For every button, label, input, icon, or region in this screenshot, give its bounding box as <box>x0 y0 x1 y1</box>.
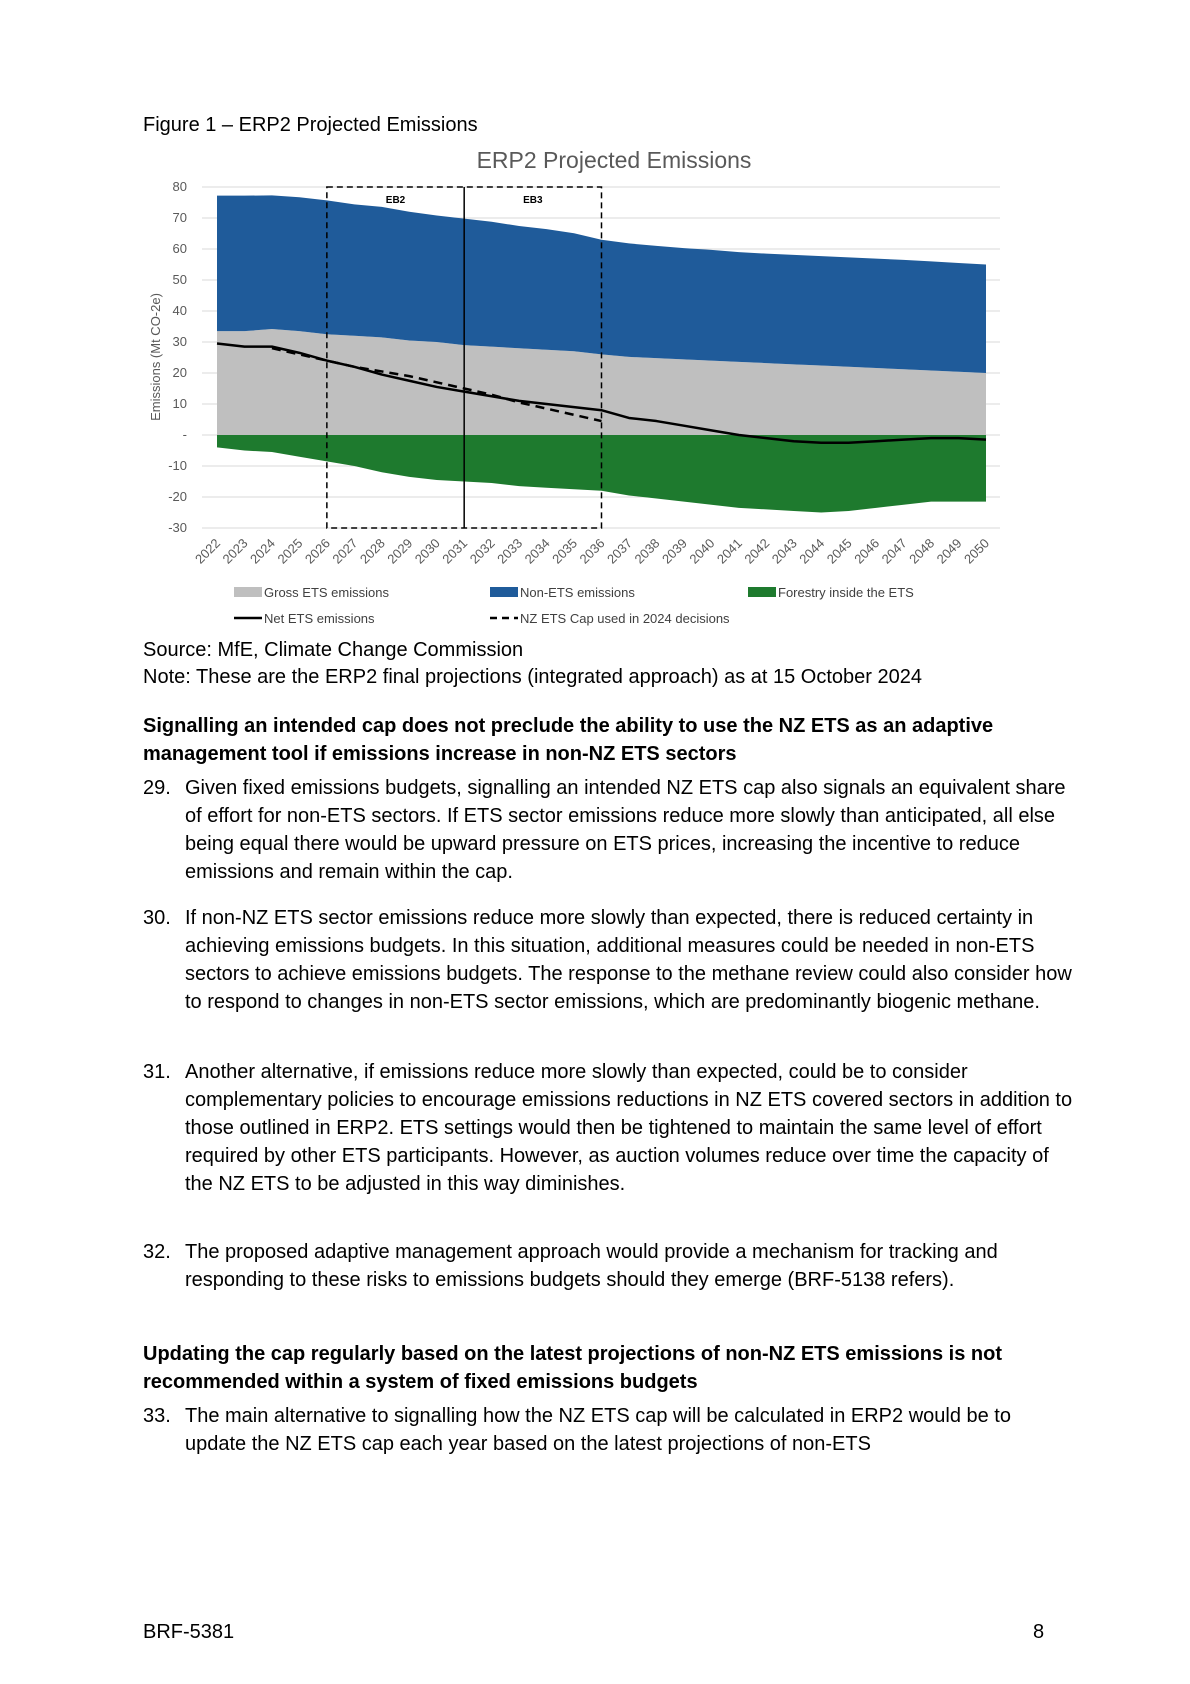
x-tick-label: 2032 <box>466 535 498 567</box>
note-line: Note: These are the ERP2 final projections (integrated approach) as at 15 October 2024 <box>143 666 922 688</box>
legend-label: Forestry inside the ETS <box>778 585 914 600</box>
source-line: Source: MfE, Climate Change Commission <box>143 639 524 661</box>
x-tick-label: 2050 <box>961 535 993 567</box>
x-tick-label: 2046 <box>851 535 883 567</box>
y-tick-label: 60 <box>172 241 187 256</box>
x-tick-label: 2039 <box>658 535 691 567</box>
x-tick-label: 2024 <box>246 535 279 567</box>
x-tick-label: 2028 <box>356 535 388 567</box>
paragraph-text: Given fixed emissions budgets, signalling an intended NZ ETS cap also signals an equivalent share of effort for non-ETS sectors. If ETS sector emissions reduce more slowly than anticipated, all else being equal there would be upward pressure on ETS prices, increasing the incentive to reduce emissions and remain within the cap. <box>185 777 1066 883</box>
paragraph-number: 32. <box>143 1241 171 1263</box>
legend-swatch <box>748 587 776 597</box>
footer-doc-id: BRF-5381 <box>143 1621 235 1643</box>
y-tick-label: 70 <box>172 210 187 225</box>
footer-page-number: 8 <box>1033 1621 1045 1643</box>
y-tick-label: 10 <box>172 396 187 411</box>
paragraph-29 <box>143 774 1073 886</box>
x-tick-label: 2045 <box>823 535 855 567</box>
x-tick-label: 2034 <box>521 535 553 567</box>
x-tick-label: 2044 <box>796 535 828 567</box>
x-tick-label: 2031 <box>439 535 471 567</box>
y-axis-label: Emissions (Mt CO-2e) <box>148 293 163 421</box>
emissions-chart <box>148 147 1090 690</box>
section-heading-1: Signalling an intended cap does not preclude the ability to use the NZ ETS as an adaptive management tool if emissions increase in non-NZ ETS sectors <box>143 715 994 765</box>
legend-swatch <box>490 587 518 597</box>
paragraph-text: Another alternative, if emissions reduce more slowly than expected, could be to consider complementary policies to encourage emissions reductions in NZ ETS covered sectors in addition to those outlined in ERP2. ETS settings would then be tightened to maintain the same level of effort required by other ETS participants. However, as auction volumes reduce over time the capacity of the NZ ETS to be adjusted in this way diminishes. <box>185 1061 1073 1195</box>
x-tick-label: 2035 <box>549 535 581 567</box>
chart-title: ERP2 Projected Emissions <box>476 147 752 173</box>
figure-caption: Figure 1 – ERP2 Projected Emissions <box>143 114 478 136</box>
legend-swatch <box>234 587 262 597</box>
y-tick-label: 50 <box>172 272 187 287</box>
legend-label: NZ ETS Cap used in 2024 decisions <box>520 611 730 626</box>
legend-label: Gross ETS emissions <box>264 585 389 600</box>
x-tick-label: 2036 <box>576 535 608 567</box>
x-tick-label: 2033 <box>494 535 526 567</box>
paragraph-text: The proposed adaptive management approach would provide a mechanism for tracking and responding to these risks to emissions budgets should they emerge (BRF-5138 refers). <box>185 1241 998 1291</box>
x-tick-label: 2025 <box>274 535 306 567</box>
y-tick-label: -30 <box>168 520 187 535</box>
y-tick-label: 40 <box>172 303 187 318</box>
x-tick-label: 2022 <box>192 535 224 567</box>
paragraph-32 <box>143 1238 1073 1294</box>
eb2-label: EB2 <box>385 195 406 206</box>
x-tick-label: 2029 <box>384 535 416 567</box>
x-tick-label: 2038 <box>631 535 663 567</box>
x-tick-label: 2048 <box>906 535 938 567</box>
section-heading-2: Updating the cap regularly based on the latest projections of non-NZ ETS emissions is not recommended within a system of fixed emissions budgets <box>143 1343 1003 1393</box>
x-tick-label: 2041 <box>713 535 745 567</box>
paragraph-text: The main alternative to signalling how the NZ ETS cap will be calculated in ERP2 would be to update the NZ ETS cap each year based on the latest projections of non-ETS <box>185 1405 1011 1455</box>
legend-label: Non-ETS emissions <box>520 585 635 600</box>
paragraph-33 <box>143 1402 1073 1458</box>
y-tick-label: -10 <box>168 458 187 473</box>
paragraph-30 <box>143 904 1073 1016</box>
paragraph-number: 29. <box>143 777 171 799</box>
y-tick-label: - <box>182 427 187 442</box>
paragraph-number: 33. <box>143 1405 171 1427</box>
x-tick-label: 2043 <box>768 535 800 567</box>
eb3-label: EB3 <box>523 195 543 206</box>
x-tick-label: 2037 <box>604 535 636 567</box>
x-tick-label: 2047 <box>878 535 910 567</box>
y-tick-label: 80 <box>172 179 187 194</box>
chart-legend <box>234 585 914 626</box>
x-tick-label: 2042 <box>741 535 773 567</box>
legend-label: Net ETS emissions <box>264 611 375 626</box>
x-tick-label: 2030 <box>411 535 443 567</box>
x-tick-label: 2023 <box>219 535 251 567</box>
paragraph-number: 30. <box>143 907 171 929</box>
x-tick-label: 2026 <box>301 535 333 567</box>
x-tick-label: 2049 <box>933 535 965 567</box>
y-tick-label: -20 <box>168 489 187 504</box>
x-tick-label: 2040 <box>686 535 718 567</box>
y-tick-label: 20 <box>172 365 187 380</box>
paragraph-text: If non-NZ ETS sector emissions reduce more slowly than expected, there is reduced certainty in achieving emissions budgets. In this situation, additional measures could be needed in non-ETS sectors to achieve emissions budgets. The response to the methane review could also consider how to respond to changes in non-ETS sector emissions, which are predominantly biogenic methane. <box>185 907 1072 1013</box>
paragraph-number: 31. <box>143 1061 171 1083</box>
y-tick-label: 30 <box>172 334 187 349</box>
paragraph-31 <box>143 1058 1073 1198</box>
x-tick-label: 2027 <box>329 535 361 567</box>
